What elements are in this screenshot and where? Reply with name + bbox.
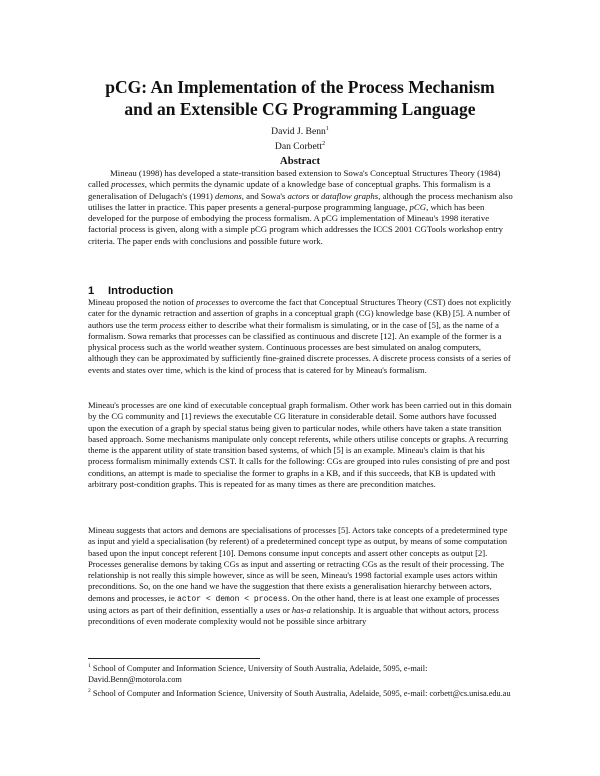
abstract-term-processes: processes bbox=[111, 179, 145, 190]
intro-paragraph-3 bbox=[88, 525, 512, 627]
footnote-mark: 2 bbox=[88, 688, 91, 695]
author-name: David J. Benn bbox=[271, 126, 326, 138]
abstract-run: , and Sowa's bbox=[241, 190, 288, 201]
term-process: process bbox=[159, 319, 186, 330]
footnote-divider bbox=[88, 658, 260, 659]
text-run: either to describe what their formalism is simulating, or in the case of [5], as the name of a formalism. Sowa remarks that processes can be classified as continuous and discrete [12]. An example of the former is a physical process such as the world weather system. Continuous processes are best simulated on analog computers, although they can be approximated by sufficiently fine-grained discrete processes. A discrete process consists of a series of events and states over time, which is the kind of process that is catered for by Mineau's formalism. bbox=[88, 319, 511, 375]
abstract-term-actors: actors bbox=[287, 190, 310, 201]
intro-paragraph-1 bbox=[88, 297, 512, 376]
footnote-mark: 1 bbox=[88, 663, 91, 669]
text-run: . On the other hand, there is at least one example of processes using actors as part of their definition, essentially a bbox=[88, 592, 500, 615]
section-number: 1 bbox=[88, 285, 95, 297]
intro-paragraph-2: Mineau's processes are one kind of executable conceptual graph formalism. Other work has been carried out in this domain by the CG community and [1] reviews the executable CG literature in considerable detail. Some authors have focussed upon the execution of a graph by special status being given to particular nodes, while others have taken a state transition based approach. Some mechanisms manipulate only concept referents, while others utilise concepts or graphs. A recurring theme is the apparent utility of state transition based systems, of which [5] is an example. Mineau's claim is that his process formalism minimally extends CST. It calls for the following: CGs are grouped into rules consisting of pre and post conditions, an attempt is made to specialise the former to graphs in a KB, and if this succeeds, that KB is updated with arbitrary post-condition graphs. This is repeated for as many times as there are precondition matches. bbox=[88, 400, 512, 489]
text-run: Mineau proposed the notion of bbox=[88, 297, 197, 307]
footnote-mark: 2 bbox=[322, 141, 326, 148]
abstract-run: , which has been developed for the purpose of embodying the process formalism. A pCG implementation of Mineau's 1998 iterative factorial process is given, along with a simple pCG program which addresses the ICCS 2001 CGTools workshop entry criteria. The paper ends with conclusions and possible future work. bbox=[88, 201, 503, 246]
abstract-run: , which permits the dynamic update of a knowledge base of conceptual graphs. This formalism is a generalisation of Delugach's (1991) bbox=[88, 179, 491, 201]
author-1 bbox=[40, 123, 560, 138]
abstract-run: , although the process mechanism also utilises the latter in practice. This paper presents a general-purpose programming language, bbox=[88, 190, 513, 212]
section-heading bbox=[88, 284, 512, 298]
footnote-text: School of Computer and Information Science, University of South Australia, Adelaide, 5095, e-mail: corbett@cs.unisa.edu.au bbox=[90, 688, 511, 698]
term-has-a: has-a bbox=[291, 604, 311, 615]
abstract-run: Mineau (1998) has developed a state-transition based extension to Sowa's Conceptual Structures Theory (1984) called bbox=[88, 168, 501, 190]
text-run: or bbox=[280, 604, 292, 615]
abstract-term-pcg: pCG bbox=[409, 201, 427, 212]
abstract-text bbox=[88, 168, 520, 247]
title-line-1: pCG: An Implementation of the Process Mechanism bbox=[105, 77, 495, 97]
text-run: Mineau suggests that actors and demons are specialisations of processes [5]. Actors take concepts of a predetermined type as input and yield a specialisation (by referent) of a predetermined concept type as output, by means of some computation based upon the input concept referent [10]. Demons consume input concepts and assert other concepts as output [2]. Processes generalise demons by taking CGs as input and asserting or retracting CGs as the result of their processing. The relationship is not really this simple however, since as will be seen, Mineau's 1998 factorial example uses actors within preconditions. So, on the one hand we have the suggestion that there exists a generalisation hierarchy between actors, demons and processes, ie bbox=[88, 525, 508, 603]
footnotes bbox=[88, 661, 512, 700]
section-title: Introduction bbox=[108, 285, 174, 297]
text-run: relationship. It is arguable that without actors, process preconditions of even moderate complexity would not be possible since arbitrary bbox=[88, 604, 499, 626]
abstract-term-demons: demons bbox=[214, 190, 242, 201]
abstract-heading: Abstract bbox=[279, 155, 321, 167]
term-uses: uses bbox=[265, 604, 281, 615]
author-name: Dan Corbett bbox=[274, 141, 323, 153]
author-2 bbox=[40, 138, 560, 153]
abstract-term-dataflow: dataflow graphs bbox=[321, 190, 379, 201]
title-line-2: and an Extensible CG Programming Language bbox=[124, 99, 476, 119]
footnote-2 bbox=[88, 686, 512, 699]
footnote-1 bbox=[88, 661, 512, 685]
abstract-run: or bbox=[309, 190, 322, 201]
term-processes: processes bbox=[196, 297, 230, 307]
author-list bbox=[40, 123, 560, 153]
code-hierarchy: actor < demon < process bbox=[177, 594, 288, 604]
paper-title bbox=[40, 76, 560, 120]
text-run: to overcome the fact that Conceptual Structures Theory (CST) does not explicitly cater for the dynamic retraction and assertion of graphs in a conceptual graph (CG) knowledge base (KB) [5]. A number of authors use the term bbox=[88, 297, 512, 330]
footnote-mark: 1 bbox=[325, 126, 329, 132]
footnote-text: School of Computer and Information Science, University of South Australia, Adelaide, 5095, e-mail: David.Benn@motorola.com bbox=[88, 663, 428, 684]
